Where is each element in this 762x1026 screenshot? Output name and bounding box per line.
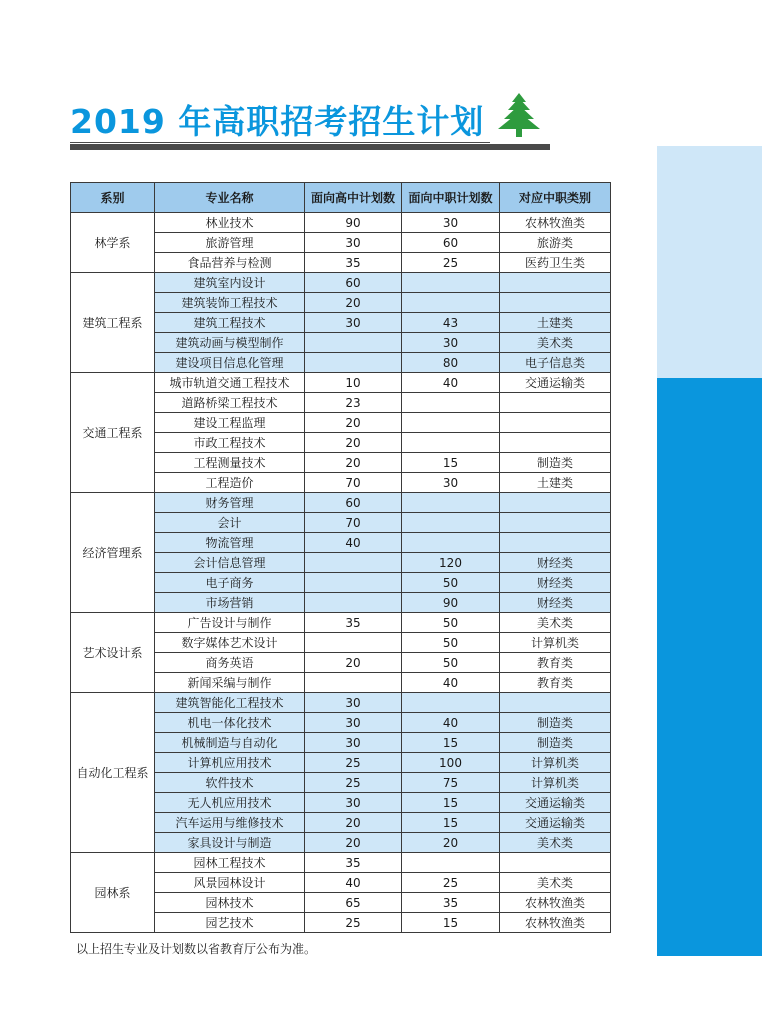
major-cell: 园林工程技术	[155, 853, 305, 873]
major-cell: 机械制造与自动化	[155, 733, 305, 753]
highschool-quota-cell	[305, 553, 402, 573]
table-row	[71, 613, 611, 633]
vocational-quota-cell: 15	[402, 913, 500, 933]
major-cell: 机电一体化技术	[155, 713, 305, 733]
major-cell: 建筑动画与模型制作	[155, 333, 305, 353]
vocational-category-cell: 财经类	[500, 593, 611, 613]
vocational-category-cell	[500, 533, 611, 553]
vocational-category-cell: 旅游类	[500, 233, 611, 253]
highschool-quota-cell: 20	[305, 293, 402, 313]
vocational-category-cell: 农林牧渔类	[500, 213, 611, 233]
highschool-quota-cell: 40	[305, 873, 402, 893]
major-cell: 工程测量技术	[155, 453, 305, 473]
vocational-quota-cell: 50	[402, 653, 500, 673]
major-cell: 园艺技术	[155, 913, 305, 933]
vocational-category-cell	[500, 293, 611, 313]
vocational-category-cell: 医药卫生类	[500, 253, 611, 273]
column-header-highschool-quota: 面向高中计划数	[305, 183, 402, 213]
vocational-quota-cell	[402, 433, 500, 453]
vocational-category-cell	[500, 433, 611, 453]
vocational-category-cell	[500, 413, 611, 433]
major-cell: 建设项目信息化管理	[155, 353, 305, 373]
enrollment-plan-table	[70, 182, 611, 933]
major-cell: 建筑智能化工程技术	[155, 693, 305, 713]
vocational-quota-cell: 50	[402, 613, 500, 633]
major-cell: 会计	[155, 513, 305, 533]
vocational-category-cell: 土建类	[500, 473, 611, 493]
table-row	[71, 693, 611, 713]
major-cell: 会计信息管理	[155, 553, 305, 573]
department-cell: 经济管理系	[71, 493, 155, 613]
vocational-quota-cell: 43	[402, 313, 500, 333]
major-cell: 城市轨道交通工程技术	[155, 373, 305, 393]
department-cell: 建筑工程系	[71, 273, 155, 373]
highschool-quota-cell	[305, 593, 402, 613]
vocational-quota-cell: 50	[402, 573, 500, 593]
major-cell: 无人机应用技术	[155, 793, 305, 813]
vocational-quota-cell	[402, 693, 500, 713]
major-cell: 道路桥梁工程技术	[155, 393, 305, 413]
department-cell: 园林系	[71, 853, 155, 933]
vocational-category-cell: 交通运输类	[500, 793, 611, 813]
column-header-vocational-category: 对应中职类别	[500, 183, 611, 213]
vocational-category-cell: 教育类	[500, 653, 611, 673]
title-divider-thin	[70, 142, 490, 143]
table-row	[71, 213, 611, 233]
vocational-category-cell	[500, 693, 611, 713]
vocational-quota-cell: 15	[402, 733, 500, 753]
highschool-quota-cell: 65	[305, 893, 402, 913]
table-row	[71, 493, 611, 513]
highschool-quota-cell	[305, 333, 402, 353]
page-title: 2019 年高职招考招生计划	[70, 102, 485, 141]
vocational-category-cell	[500, 513, 611, 533]
vocational-category-cell	[500, 853, 611, 873]
vocational-quota-cell	[402, 533, 500, 553]
vocational-category-cell: 农林牧渔类	[500, 913, 611, 933]
major-cell: 家具设计与制造	[155, 833, 305, 853]
highschool-quota-cell: 30	[305, 793, 402, 813]
department-cell: 自动化工程系	[71, 693, 155, 853]
major-cell: 广告设计与制作	[155, 613, 305, 633]
highschool-quota-cell: 60	[305, 273, 402, 293]
major-cell: 软件技术	[155, 773, 305, 793]
vocational-quota-cell	[402, 493, 500, 513]
vocational-quota-cell: 100	[402, 753, 500, 773]
vocational-quota-cell: 15	[402, 793, 500, 813]
vocational-quota-cell: 35	[402, 893, 500, 913]
highschool-quota-cell: 10	[305, 373, 402, 393]
vocational-quota-cell: 120	[402, 553, 500, 573]
column-header-vocational-quota: 面向中职计划数	[402, 183, 500, 213]
footnote: 以上招生专业及计划数以省教育厅公布为准。	[76, 942, 317, 956]
major-cell: 商务英语	[155, 653, 305, 673]
major-cell: 物流管理	[155, 533, 305, 553]
vocational-quota-cell	[402, 853, 500, 873]
vocational-category-cell: 财经类	[500, 553, 611, 573]
major-cell: 建设工程监理	[155, 413, 305, 433]
vocational-category-cell: 计算机类	[500, 633, 611, 653]
highschool-quota-cell	[305, 633, 402, 653]
vocational-quota-cell: 30	[402, 473, 500, 493]
highschool-quota-cell: 20	[305, 413, 402, 433]
vocational-category-cell	[500, 493, 611, 513]
vocational-quota-cell: 15	[402, 453, 500, 473]
vocational-quota-cell: 30	[402, 213, 500, 233]
highschool-quota-cell: 40	[305, 533, 402, 553]
vocational-category-cell: 制造类	[500, 713, 611, 733]
major-cell: 林业技术	[155, 213, 305, 233]
vocational-category-cell: 电子信息类	[500, 353, 611, 373]
vocational-quota-cell: 25	[402, 873, 500, 893]
department-cell: 交通工程系	[71, 373, 155, 493]
vocational-quota-cell: 40	[402, 673, 500, 693]
highschool-quota-cell	[305, 673, 402, 693]
side-band-dark	[657, 378, 762, 956]
vocational-category-cell: 交通运输类	[500, 373, 611, 393]
vocational-category-cell: 教育类	[500, 673, 611, 693]
highschool-quota-cell: 20	[305, 453, 402, 473]
table-row	[71, 273, 611, 293]
vocational-quota-cell	[402, 393, 500, 413]
highschool-quota-cell: 30	[305, 713, 402, 733]
table-row	[71, 853, 611, 873]
major-cell: 计算机应用技术	[155, 753, 305, 773]
vocational-quota-cell	[402, 513, 500, 533]
title-divider	[70, 144, 550, 150]
column-header-major: 专业名称	[155, 183, 305, 213]
department-cell: 艺术设计系	[71, 613, 155, 693]
vocational-category-cell: 土建类	[500, 313, 611, 333]
vocational-category-cell: 美术类	[500, 613, 611, 633]
pine-tree-icon	[494, 92, 544, 138]
vocational-quota-cell: 30	[402, 333, 500, 353]
table-body	[71, 213, 611, 933]
major-cell: 工程造价	[155, 473, 305, 493]
vocational-category-cell: 交通运输类	[500, 813, 611, 833]
vocational-quota-cell: 15	[402, 813, 500, 833]
highschool-quota-cell: 35	[305, 253, 402, 273]
highschool-quota-cell: 20	[305, 833, 402, 853]
highschool-quota-cell: 25	[305, 753, 402, 773]
highschool-quota-cell: 70	[305, 473, 402, 493]
highschool-quota-cell: 70	[305, 513, 402, 533]
highschool-quota-cell: 60	[305, 493, 402, 513]
major-cell: 市政工程技术	[155, 433, 305, 453]
vocational-quota-cell	[402, 293, 500, 313]
highschool-quota-cell: 35	[305, 613, 402, 633]
vocational-category-cell	[500, 273, 611, 293]
table-row	[71, 373, 611, 393]
highschool-quota-cell	[305, 353, 402, 373]
major-cell: 食品营养与检测	[155, 253, 305, 273]
vocational-category-cell: 美术类	[500, 333, 611, 353]
highschool-quota-cell: 25	[305, 773, 402, 793]
vocational-category-cell: 制造类	[500, 733, 611, 753]
major-cell: 新闻采编与制作	[155, 673, 305, 693]
vocational-quota-cell: 75	[402, 773, 500, 793]
vocational-quota-cell: 60	[402, 233, 500, 253]
highschool-quota-cell: 30	[305, 693, 402, 713]
highschool-quota-cell: 35	[305, 853, 402, 873]
vocational-category-cell: 美术类	[500, 833, 611, 853]
vocational-category-cell: 农林牧渔类	[500, 893, 611, 913]
major-cell: 财务管理	[155, 493, 305, 513]
vocational-category-cell: 制造类	[500, 453, 611, 473]
table-header-row	[71, 183, 611, 213]
highschool-quota-cell: 30	[305, 233, 402, 253]
vocational-quota-cell	[402, 413, 500, 433]
major-cell: 风景园林设计	[155, 873, 305, 893]
vocational-quota-cell: 40	[402, 373, 500, 393]
vocational-quota-cell: 80	[402, 353, 500, 373]
major-cell: 建筑工程技术	[155, 313, 305, 333]
highschool-quota-cell: 20	[305, 813, 402, 833]
highschool-quota-cell	[305, 573, 402, 593]
vocational-quota-cell: 20	[402, 833, 500, 853]
major-cell: 建筑室内设计	[155, 273, 305, 293]
major-cell: 园林技术	[155, 893, 305, 913]
vocational-quota-cell: 40	[402, 713, 500, 733]
major-cell: 建筑装饰工程技术	[155, 293, 305, 313]
column-header-department: 系别	[71, 183, 155, 213]
highschool-quota-cell: 90	[305, 213, 402, 233]
vocational-category-cell	[500, 393, 611, 413]
department-cell: 林学系	[71, 213, 155, 273]
vocational-quota-cell: 90	[402, 593, 500, 613]
vocational-category-cell: 计算机类	[500, 753, 611, 773]
major-cell: 旅游管理	[155, 233, 305, 253]
major-cell: 市场营销	[155, 593, 305, 613]
vocational-quota-cell: 50	[402, 633, 500, 653]
vocational-category-cell: 计算机类	[500, 773, 611, 793]
highschool-quota-cell: 23	[305, 393, 402, 413]
major-cell: 电子商务	[155, 573, 305, 593]
vocational-quota-cell	[402, 273, 500, 293]
major-cell: 数字媒体艺术设计	[155, 633, 305, 653]
vocational-quota-cell: 25	[402, 253, 500, 273]
highschool-quota-cell: 25	[305, 913, 402, 933]
highschool-quota-cell: 30	[305, 733, 402, 753]
highschool-quota-cell: 20	[305, 433, 402, 453]
highschool-quota-cell: 30	[305, 313, 402, 333]
vocational-category-cell: 美术类	[500, 873, 611, 893]
major-cell: 汽车运用与维修技术	[155, 813, 305, 833]
vocational-category-cell: 财经类	[500, 573, 611, 593]
side-band-light	[657, 146, 762, 378]
header	[70, 92, 550, 152]
highschool-quota-cell: 20	[305, 653, 402, 673]
